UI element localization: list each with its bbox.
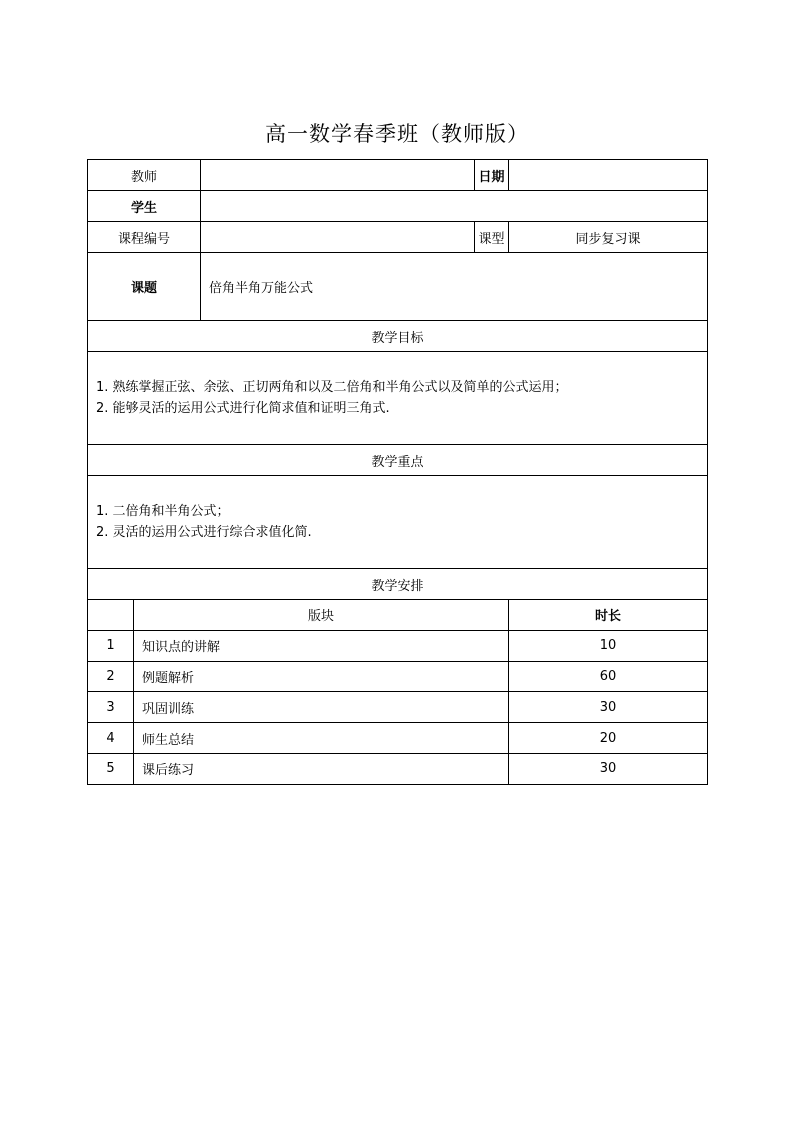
schedule-row-block: 课后练习 xyxy=(134,753,509,784)
lesson-plan-table xyxy=(87,159,708,785)
course-code-value[interactable] xyxy=(201,222,475,253)
course-row xyxy=(88,222,708,253)
lesson-type-value: 同步复习课 xyxy=(509,222,708,253)
schedule-row-block: 例题解析 xyxy=(134,661,509,692)
table-row xyxy=(88,723,708,754)
objectives-heading: 教学目标 xyxy=(88,321,708,352)
schedule-heading-row xyxy=(88,569,708,600)
date-label: 日期 xyxy=(475,160,509,191)
key-points-heading: 教学重点 xyxy=(88,445,708,476)
schedule-row-duration: 10 xyxy=(509,630,708,661)
schedule-row-number: 3 xyxy=(88,692,134,723)
table-row xyxy=(88,753,708,784)
schedule-header-row xyxy=(88,600,708,631)
key-points-heading-row xyxy=(88,445,708,476)
topic-value: 倍角半角万能公式 xyxy=(201,253,708,321)
schedule-row-duration: 30 xyxy=(509,753,708,784)
schedule-row-duration: 30 xyxy=(509,692,708,723)
key-point-item: 2. 灵活的运用公式进行综合求值化简. xyxy=(96,525,312,540)
student-value[interactable] xyxy=(201,191,708,222)
key-point-item: 1. 二倍角和半角公式； xyxy=(96,504,230,519)
objectives-heading-row xyxy=(88,321,708,352)
objectives-body xyxy=(88,352,708,445)
schedule-row-block: 师生总结 xyxy=(134,723,509,754)
teacher-date-row xyxy=(88,160,708,191)
course-code-label: 课程编号 xyxy=(88,222,201,253)
key-points-body-row xyxy=(88,476,708,569)
student-row xyxy=(88,191,708,222)
objectives-body-row xyxy=(88,352,708,445)
student-label: 学生 xyxy=(88,191,201,222)
date-value[interactable] xyxy=(509,160,708,191)
teacher-value[interactable] xyxy=(201,160,475,191)
objective-item: 2. 能够灵活的运用公式进行化简求值和证明三角式. xyxy=(96,401,390,416)
lesson-type-label: 课型 xyxy=(475,222,509,253)
schedule-no-header xyxy=(88,600,134,631)
key-points-body xyxy=(88,476,708,569)
schedule-row-block: 知识点的讲解 xyxy=(134,630,509,661)
schedule-row-block: 巩固训练 xyxy=(134,692,509,723)
document-title: 高一数学春季班（教师版） xyxy=(265,122,529,146)
table-row xyxy=(88,661,708,692)
schedule-duration-header: 时长 xyxy=(509,600,708,631)
schedule-row-duration: 60 xyxy=(509,661,708,692)
schedule-row-duration: 20 xyxy=(509,723,708,754)
schedule-row-number: 2 xyxy=(88,661,134,692)
table-row xyxy=(88,630,708,661)
schedule-heading: 教学安排 xyxy=(88,569,708,600)
table-row xyxy=(88,692,708,723)
topic-row xyxy=(88,253,708,321)
topic-label: 课题 xyxy=(88,253,201,321)
schedule-block-header: 版块 xyxy=(134,600,509,631)
schedule-row-number: 4 xyxy=(88,723,134,754)
schedule-row-number: 5 xyxy=(88,753,134,784)
objective-item: 1. 熟练掌握正弦、余弦、正切两角和以及二倍角和半角公式以及简单的公式运用； xyxy=(96,380,568,395)
schedule-row-number: 1 xyxy=(88,630,134,661)
teacher-label: 教师 xyxy=(88,160,201,191)
